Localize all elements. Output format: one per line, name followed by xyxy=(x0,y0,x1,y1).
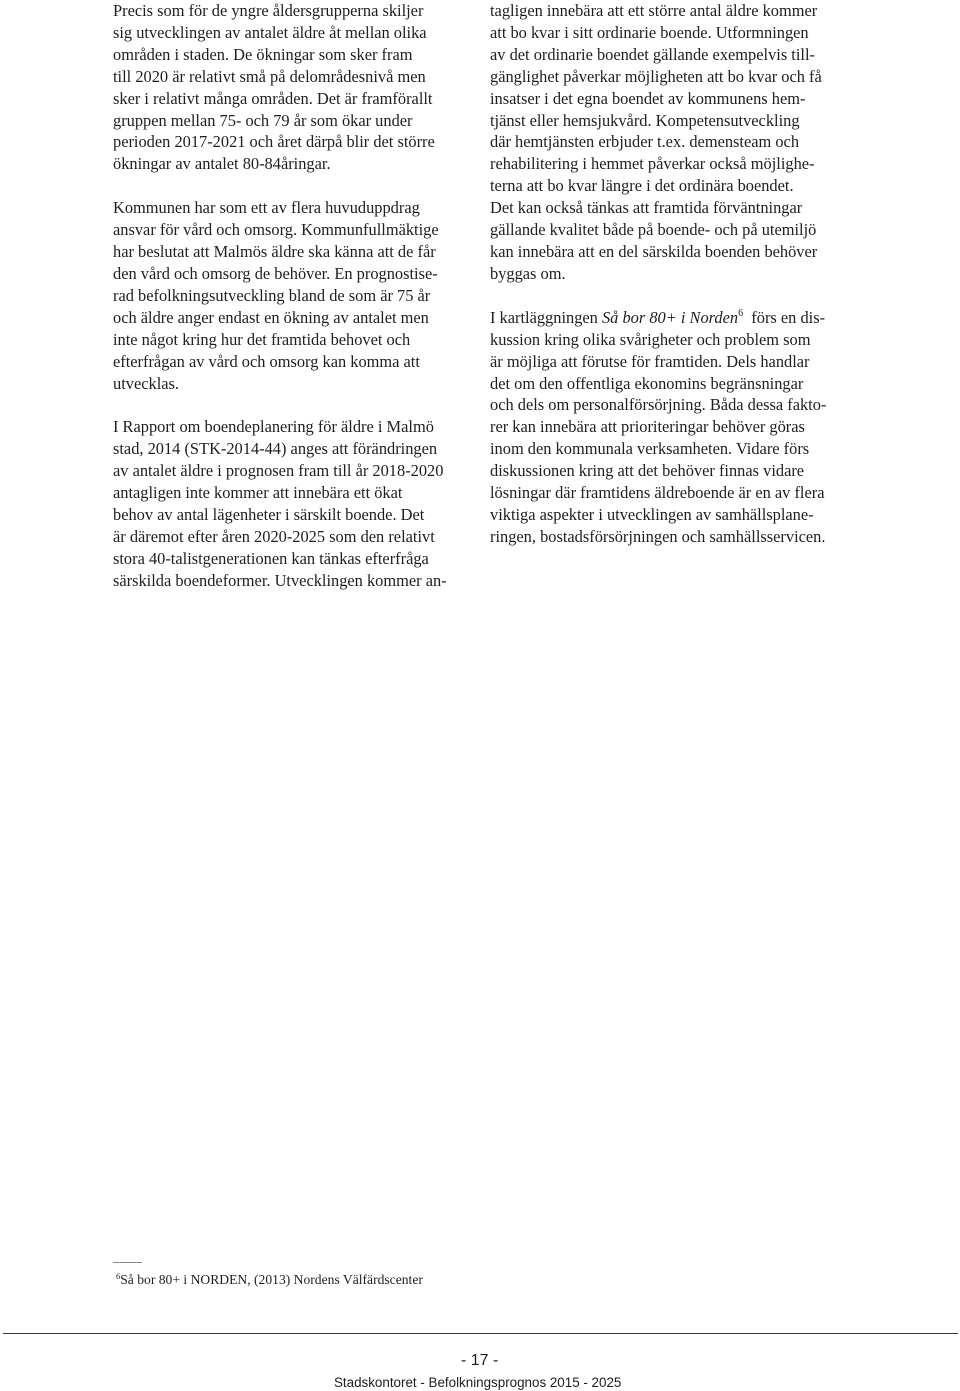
paragraph-nordic-survey xyxy=(490,307,855,548)
text-line: är däremot efter åren 2020-2025 som den relativt xyxy=(113,526,435,546)
text-line: stora 40-talistgenerationen kan tänkas efterfråga xyxy=(113,548,429,568)
text-line: antagligen inte kommer att innebära ett ökat xyxy=(113,483,403,503)
text-line: är möjliga att förutse för framtiden. Dels handlar xyxy=(490,351,810,371)
text-line: av det ordinarie boendet gällande exempelvis till- xyxy=(490,44,815,64)
right-column xyxy=(490,0,855,548)
footnote-reference: 6 xyxy=(738,307,744,319)
text-line-with-citation xyxy=(490,307,855,329)
text-line: och dels om personalförsörjning. Båda dessa fakto- xyxy=(490,395,827,415)
text-line: där hemtjänsten erbjuder t.ex. demensteam och xyxy=(490,132,800,152)
text-line: inom den kommunala verksamheten. Vidare förs xyxy=(490,439,810,459)
footnote-text: Så bor 80+ i NORDEN, (2013) Nordens Välfärdscenter xyxy=(120,1272,423,1287)
text-line: byggas om. xyxy=(490,263,566,283)
text-line: sker i relativt många områden. Det är framförallt xyxy=(113,88,433,108)
text-line: det om den offentliga ekonomins begränsningar xyxy=(490,373,804,393)
text-line: tagligen innebära att ett större antal äldre kommer xyxy=(490,1,818,20)
left-column xyxy=(113,0,478,592)
text-line: och äldre anger endast en ökning av antalet men xyxy=(113,307,429,327)
text-line: av antalet äldre i prognosen fram till år 2018-2020 xyxy=(113,461,444,481)
paragraph-gap xyxy=(490,285,855,307)
paragraph-housing-report xyxy=(113,416,478,591)
text-line: gänglighet påverkar möjligheten att bo kvar och få xyxy=(490,66,822,86)
paragraph-ordinary-housing xyxy=(490,0,855,285)
text-line: områden i staden. De ökningar som sker fram xyxy=(113,44,413,64)
text-line: rehabilitering i hemmet påverkar också möjlighe- xyxy=(490,154,815,174)
text-line: rad befolkningsutveckling bland de som är 75 år xyxy=(113,285,431,305)
text-line: ökningar av antalet 80-84åringar. xyxy=(113,154,331,174)
text-line: utvecklas. xyxy=(113,373,179,393)
text-line: terna att bo kvar längre i det ordinära boendet. xyxy=(490,176,794,196)
footnote-divider xyxy=(113,1262,142,1263)
text-fragment: förs en dis- xyxy=(743,307,826,327)
paragraph-age-groups xyxy=(113,0,478,175)
text-line: behov av antal lägenheter i särskilt boende. Det xyxy=(113,505,425,525)
text-line: lösningar där framtidens äldreboende är en av flera xyxy=(490,483,825,503)
text-line: efterfrågan av vård och omsorg kan komma att xyxy=(113,351,420,371)
text-line: rer kan innebära att prioriteringar behöver göras xyxy=(490,417,805,437)
paragraph-gap xyxy=(113,175,478,197)
paragraph-care-responsibility xyxy=(113,197,478,394)
text-line: perioden 2017-2021 och året därpå blir det större xyxy=(113,132,435,152)
text-line: ansvar för vård och omsorg. Kommunfullmäktige xyxy=(113,220,439,240)
text-line: gruppen mellan 75- och 79 år som ökar under xyxy=(113,110,413,130)
text-line: har beslutat att Malmös äldre ska känna att de får xyxy=(113,242,436,262)
text-line: stad, 2014 (STK-2014-44) anges att förändringen xyxy=(113,439,438,459)
footer-divider xyxy=(3,1333,958,1334)
text-line: gällande kvalitet både på boende- och på utemiljö xyxy=(490,220,817,240)
footnote xyxy=(116,1271,423,1289)
text-fragment: I kartläggningen xyxy=(490,307,602,327)
text-line: den vård och omsorg de behöver. En prognostise- xyxy=(113,263,438,283)
text-line: insatser i det egna boendet av kommunens hem- xyxy=(490,88,806,108)
text-line: särskilda boendeformer. Utvecklingen kommer an- xyxy=(113,570,447,590)
text-line: Precis som för de yngre åldersgrupperna skiljer xyxy=(113,1,424,20)
text-line: I Rapport om boendeplanering för äldre i Malmö xyxy=(113,417,434,437)
text-line: kan innebära att en del särskilda boenden behöver xyxy=(490,241,818,261)
text-line: Det kan också tänkas att framtida förväntningar xyxy=(490,198,803,218)
text-line: diskussionen kring att det behöver finnas vidare xyxy=(490,461,805,481)
text-line: sig utvecklingen av antalet äldre åt mellan olika xyxy=(113,22,427,42)
text-line: att bo kvar i sitt ordinarie boende. Utformningen xyxy=(490,22,809,42)
text-line: till 2020 är relativt små på delområdesnivå men xyxy=(113,66,426,86)
text-line: viktiga aspekter i utvecklingen av samhällsplane- xyxy=(490,504,814,524)
text-line: tjänst eller hemsjukvård. Kompetensutveckling xyxy=(490,110,800,130)
text-line: inte något kring hur det framtida behovet och xyxy=(113,329,411,349)
document-title-footer: Stadskontoret - Befolkningsprognos 2015 - 2025 xyxy=(334,1375,622,1390)
text-line: kussion kring olika svårigheter och problem som xyxy=(490,329,811,349)
paragraph-gap xyxy=(113,394,478,416)
text-line: ringen, bostadsförsörjningen och samhällsservicen. xyxy=(490,526,826,546)
page-number: - 17 - xyxy=(461,1352,499,1369)
footnote-marker: 6 xyxy=(116,1271,121,1281)
text-line: Kommunen har som ett av flera huvuduppdrag xyxy=(113,198,420,218)
cited-title: Så bor 80+ i Norden xyxy=(601,307,739,327)
